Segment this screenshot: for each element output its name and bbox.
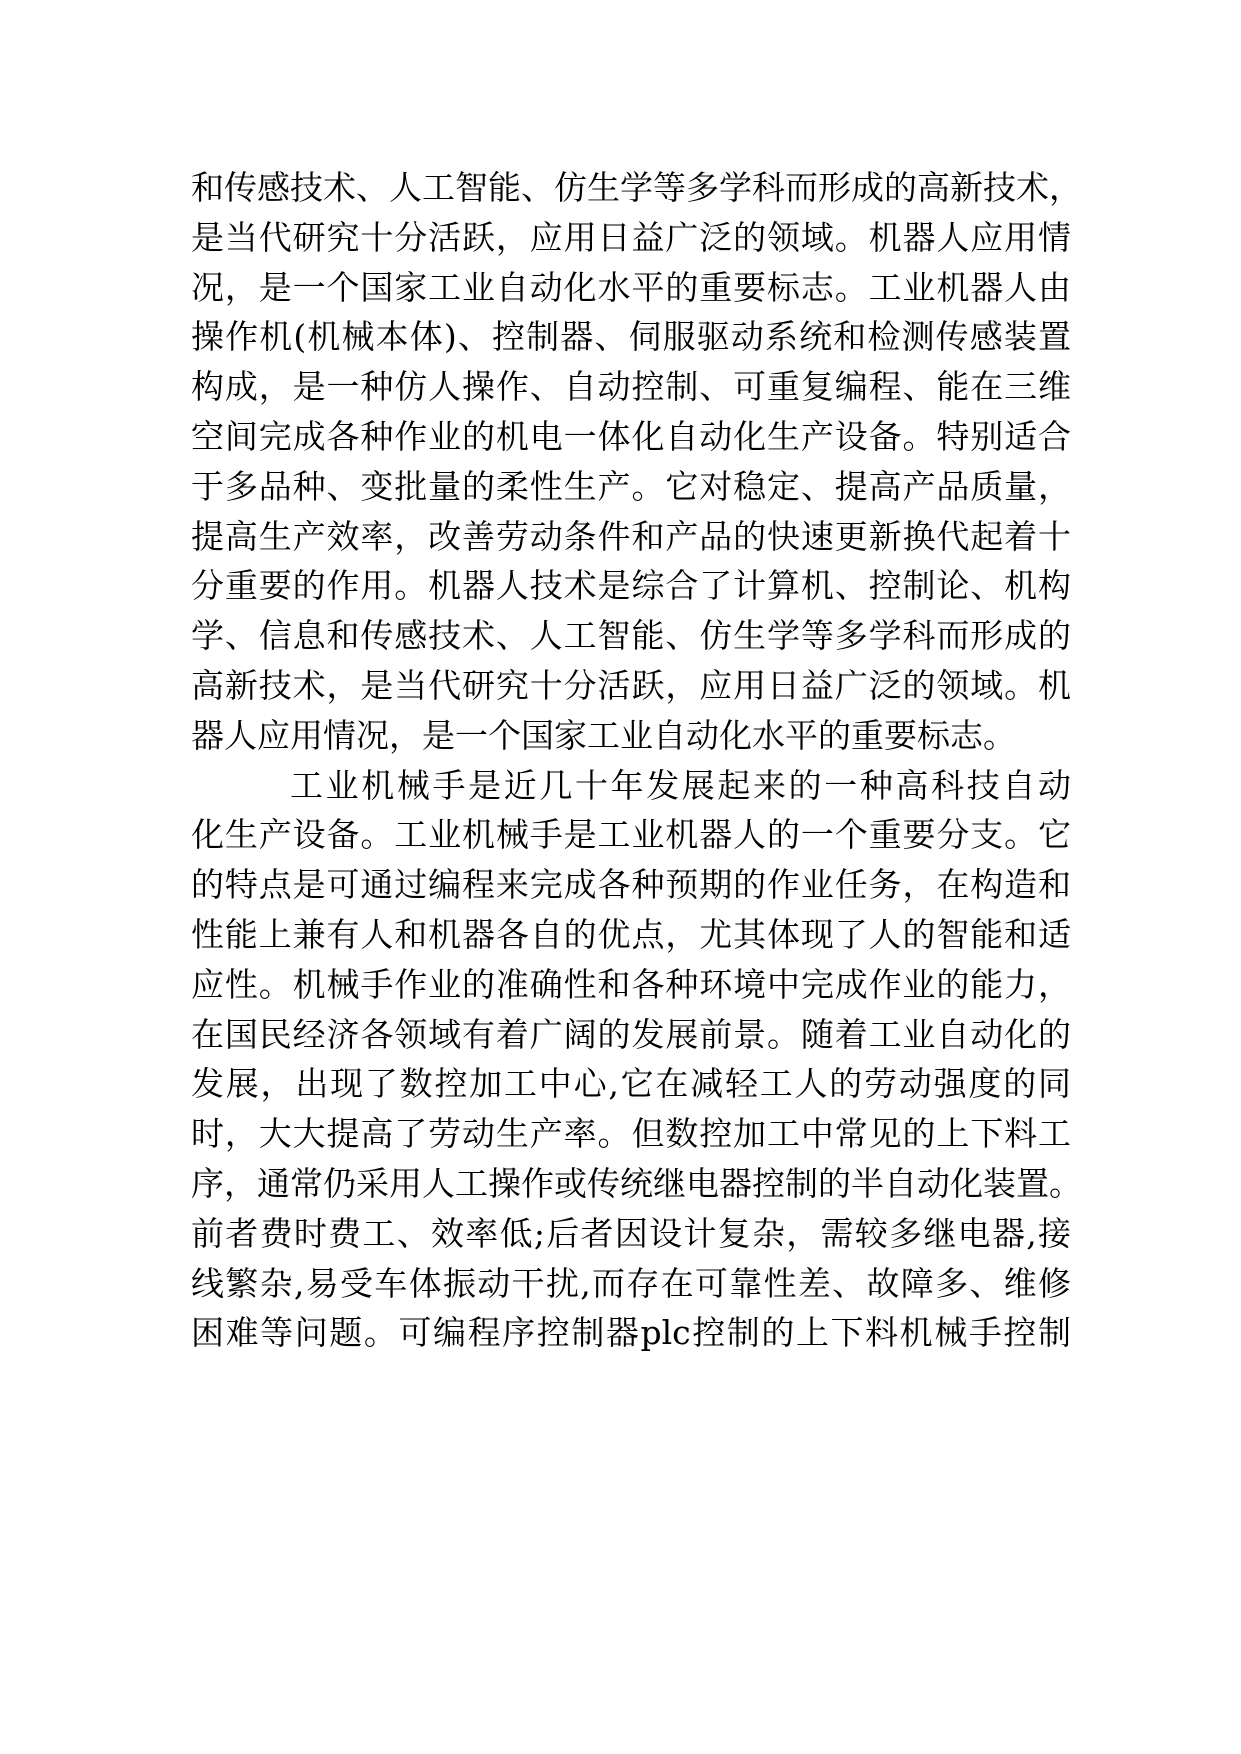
text-line: 操作机(机械本体)、控制器、伺服驱动系统和检测传感装置 [191, 317, 1071, 357]
document-body [191, 163, 1082, 1358]
text-line: 线繁杂,易受车体振动干扰,而存在可靠性差、故障多、维修 [191, 1263, 1071, 1303]
text-line: 分重要的作用。机器人技术是综合了计算机、控制论、机构 [191, 566, 1071, 606]
text-line: 和传感技术、人工智能、仿生学等多学科而形成的高新技术， [191, 168, 1082, 207]
text-line: 序，通常仍采用人工操作或传统继电器控制的半自动化装置。 [191, 1163, 1082, 1203]
text-line: 况，是一个国家工业自动化水平的重要标志。工业机器人由 [191, 267, 1071, 307]
text-line: 在国民经济各领域有着广阔的发展前景。随着工业自动化的 [191, 1014, 1071, 1054]
text-line: 时，大大提高了劳动生产率。但数控加工中常见的上下料工 [191, 1114, 1071, 1154]
text-line: 于多品种、变批量的柔性生产。它对稳定、提高产品质量， [191, 466, 1071, 506]
text-line: 是当代研究十分活跃，应用日益广泛的领域。机器人应用情 [191, 217, 1071, 257]
text-line: 发展，出现了数控加工中心,它在减轻工人的劳动强度的同 [191, 1064, 1071, 1104]
text-line: 学、信息和传感技术、人工智能、仿生学等多学科而形成的 [191, 616, 1071, 656]
text-line: 空间完成各种作业的机电一体化自动化生产设备。特别适合 [191, 416, 1071, 456]
text-line: 困难等问题。可编程序控制器plc控制的上下料机械手控制 [191, 1313, 1071, 1353]
text-line: 高新技术，是当代研究十分活跃，应用日益广泛的领域。机 [191, 665, 1071, 705]
text-line: 化生产设备。工业机械手是工业机器人的一个重要分支。它 [191, 815, 1071, 855]
text-line: 器人应用情况，是一个国家工业自动化水平的重要标志。 [191, 715, 1016, 755]
text-line: 提高生产效率，改善劳动条件和产品的快速更新换代起着十 [191, 516, 1071, 556]
paragraph-2 [191, 761, 1082, 1359]
text-line: 的特点是可通过编程来完成各种预期的作业任务，在构造和 [191, 865, 1071, 905]
text-line: 前者费时费工、效率低;后者因设计复杂，需较多继电器,接 [191, 1213, 1071, 1253]
text-line: 性能上兼有人和机器各自的优点，尤其体现了人的智能和适 [191, 914, 1071, 954]
text-line: 构成，是一种仿人操作、自动控制、可重复编程、能在三维 [191, 367, 1071, 407]
paragraph-1 [191, 163, 1082, 761]
text-line: 工业机械手是近几十年发展起来的一种高科技自动 [290, 765, 1071, 805]
text-line: 应性。机械手作业的准确性和各种环境中完成作业的能力， [191, 964, 1071, 1004]
